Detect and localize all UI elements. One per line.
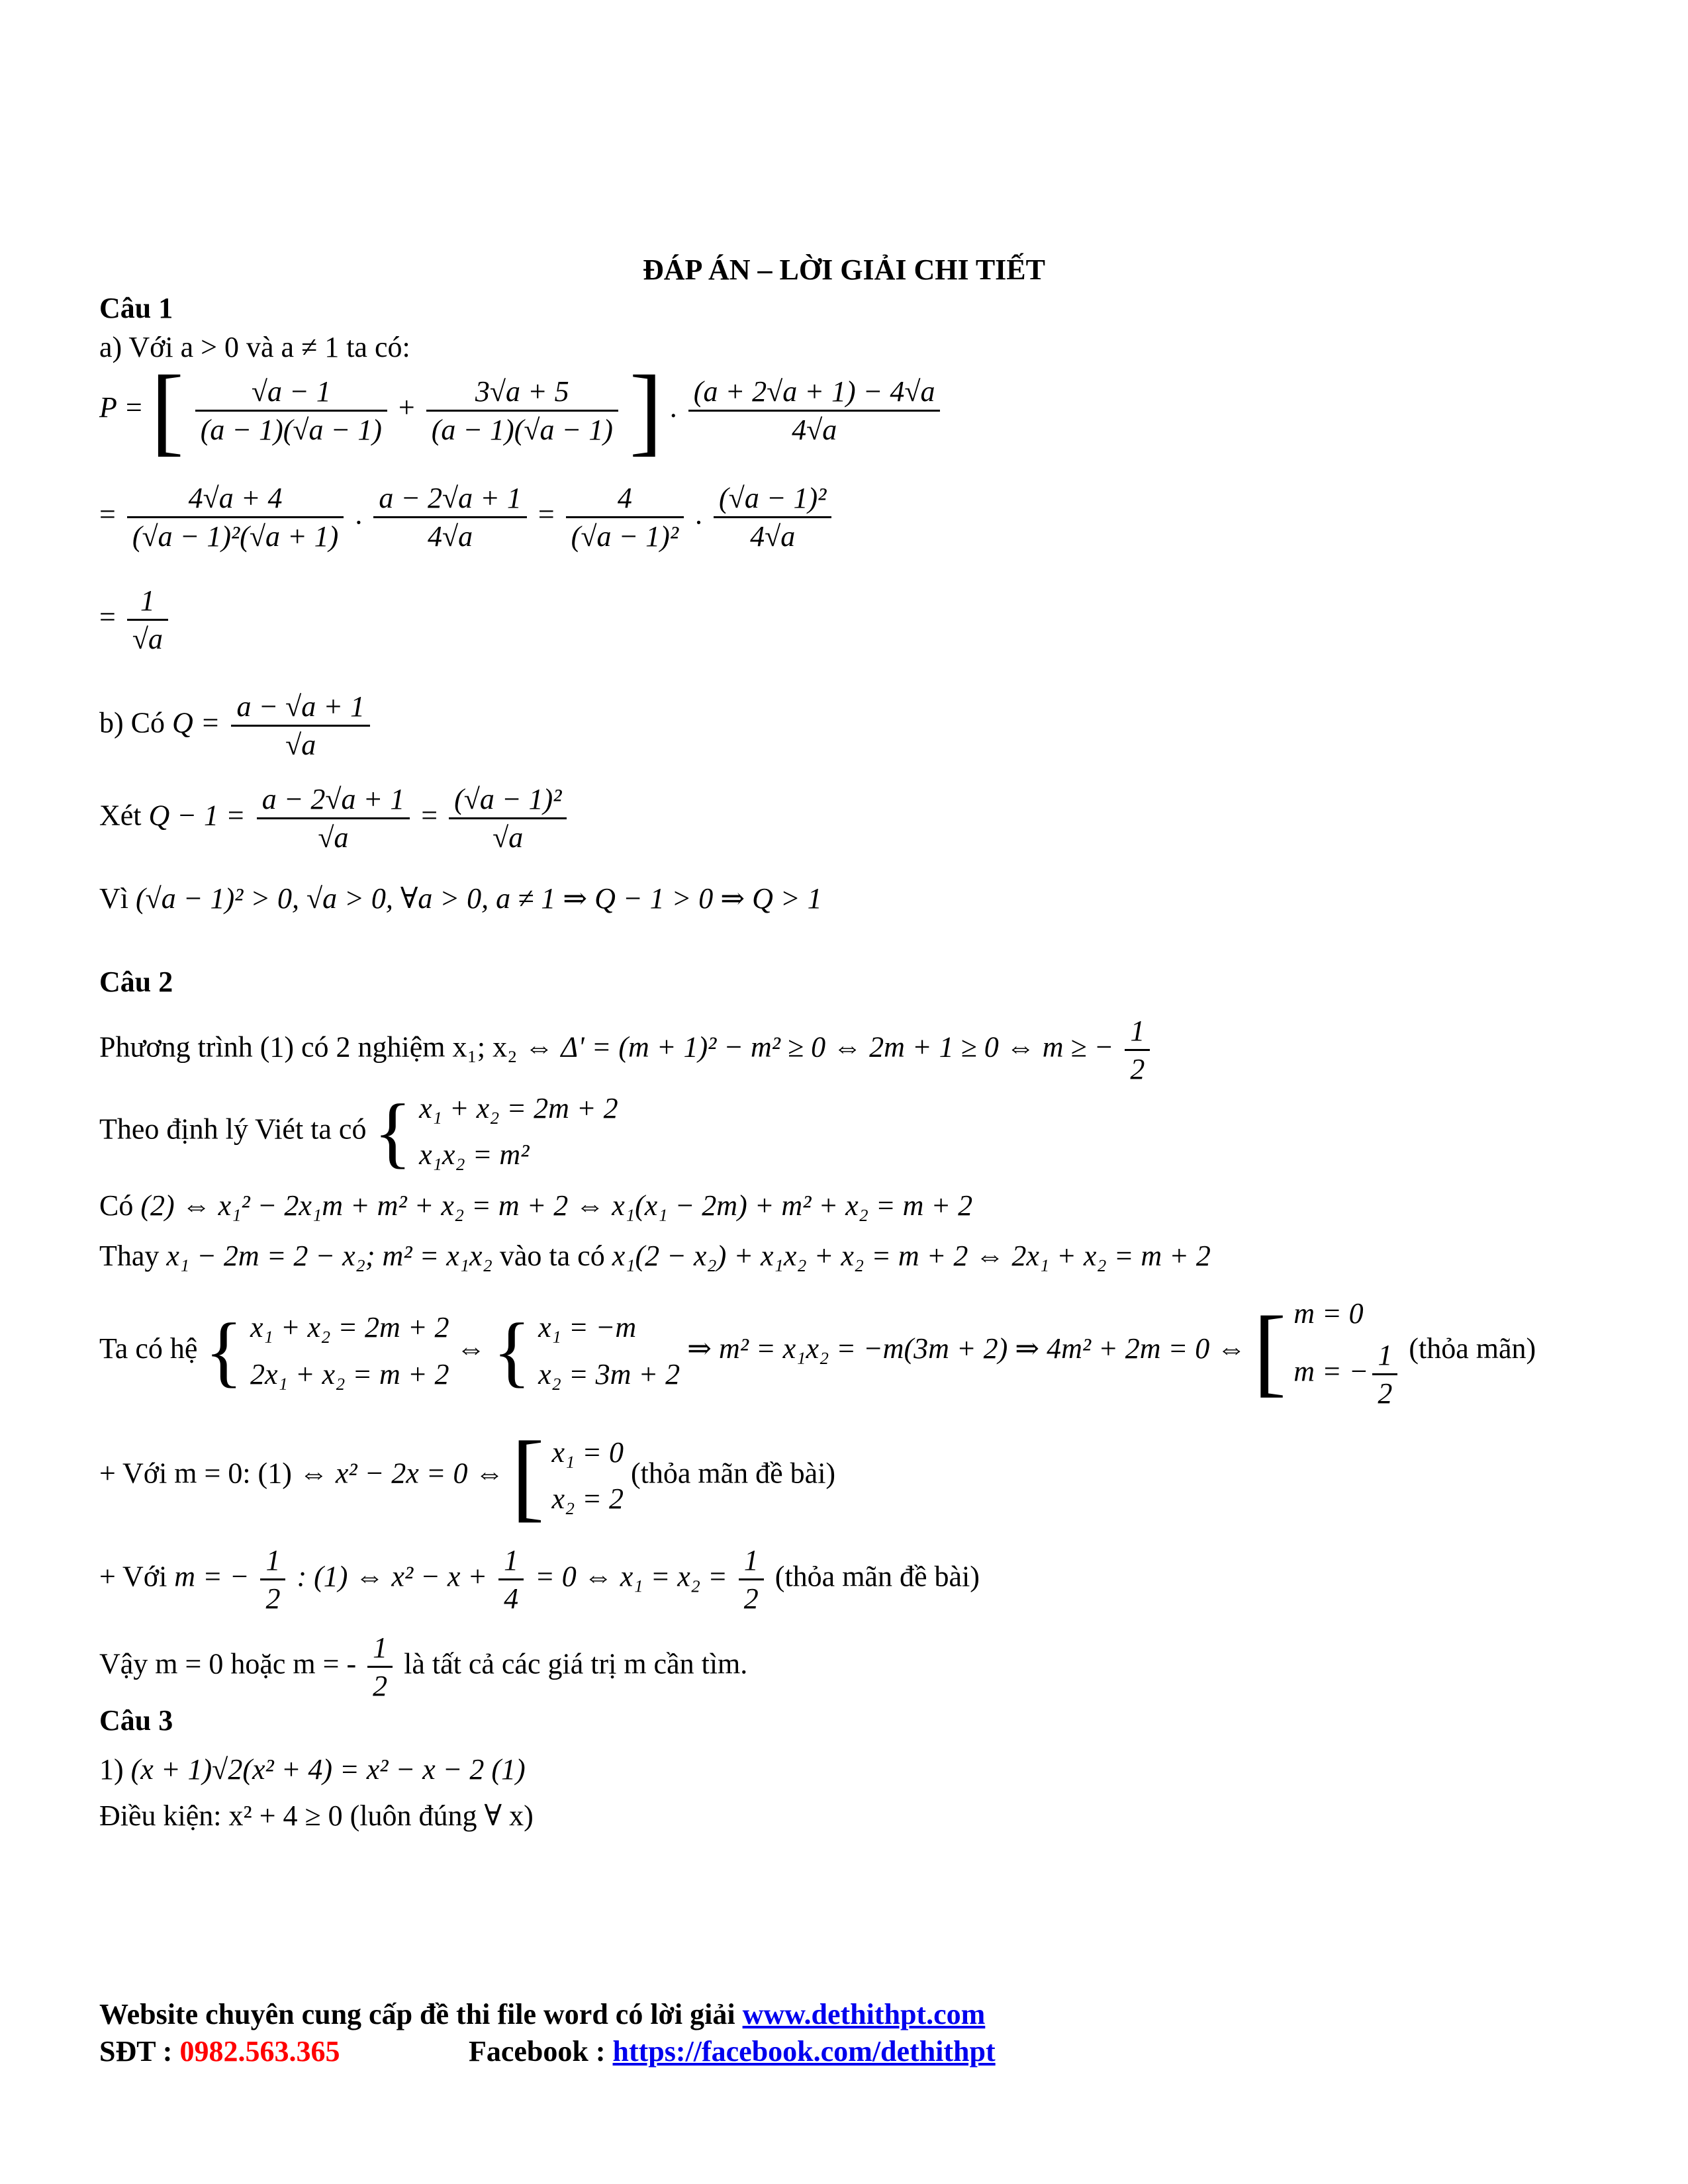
mh-den-3: 2: [743, 1582, 759, 1615]
cau2-he-line: [99, 1291, 1536, 1412]
viet-text: Theo định lý Viét ta có: [99, 1113, 367, 1146]
mh-frac-2: [498, 1542, 524, 1617]
cau2-m0-line: [99, 1421, 836, 1531]
cau2-vay-line: [99, 1629, 747, 1704]
he-row-2: 2x₁ + x₂ = m + 2: [250, 1357, 449, 1390]
mh-den-1: 2: [265, 1582, 281, 1615]
xet-frac-2-den: √a: [492, 821, 524, 854]
mh-note: (thỏa mãn đề bài): [774, 1560, 980, 1593]
P-frac-3: [688, 373, 941, 448]
m0-row-1: x₁ = 0: [551, 1436, 624, 1469]
Q-frac: [231, 688, 370, 763]
P-frac-2-den: (a − 1)(√a − 1): [431, 413, 613, 446]
he-sol-2-den: 2: [1378, 1377, 1393, 1410]
mh-den-2: 4: [504, 1582, 519, 1615]
vay-text-1: Vậy m = 0 hoặc m = -: [99, 1647, 357, 1680]
viet-row-1: x₁ + x₂ = 2m + 2: [419, 1092, 618, 1124]
m0-solutions: [551, 1430, 624, 1523]
cau1-a-intro: a) Với a > 0 và a ≠ 1 ta có:: [99, 331, 410, 363]
mh-expr-2: : (1) ⇔ x² − x +: [297, 1560, 488, 1593]
cau2-mh-line: [99, 1542, 980, 1617]
thay-text-2: vào ta có: [499, 1240, 605, 1272]
he-row-1: x₁ + x₂ = 2m + 2: [250, 1311, 449, 1344]
footer-line2: [99, 2037, 340, 2066]
cau2-l1-num: 1: [1125, 1013, 1150, 1051]
Q-frac-den: √a: [285, 729, 316, 761]
thay-expr-2: x₁(2 − x₂) + x₁x₂ + x₂ = m + 2 ⇔ 2x₁ + x₂ = m + 2: [612, 1240, 1211, 1272]
l2-frac-3-den: (√a − 1)²: [571, 520, 679, 553]
dot-operator: .: [695, 498, 703, 531]
he-text: Ta có hệ: [99, 1332, 198, 1365]
right-bracket: ]: [629, 355, 663, 465]
co2-text: Có: [99, 1189, 134, 1222]
sdt-label: SĐT :: [99, 2035, 173, 2068]
l2-frac-4-num: (√a − 1)²: [714, 480, 831, 518]
left-brace: {: [205, 1306, 244, 1395]
cau1-heading: Câu 1: [99, 292, 173, 324]
cau1-line2: [99, 480, 835, 555]
l2-frac-2-den: 4√a: [428, 520, 473, 553]
website-link[interactable]: www.dethithpt.com: [742, 1998, 986, 2030]
P-label: P =: [99, 391, 144, 424]
l2-frac-2: [373, 480, 527, 555]
equals-sign: =: [538, 498, 555, 531]
he-sol-2-frac: [1372, 1337, 1397, 1412]
b-intro: b) Có: [99, 706, 165, 739]
thay-expr-1: x₁ − 2m = 2 − x₂; m² = x₁x₂: [166, 1240, 492, 1272]
l2-frac-4: [714, 480, 831, 555]
xet-frac-1-den: √a: [318, 821, 349, 854]
cau1-xet-line: [99, 781, 571, 856]
plus-sign: +: [398, 391, 415, 424]
footer-facebook: [469, 2037, 996, 2066]
xet-frac-2: [449, 781, 567, 856]
l3-frac-den: √a: [132, 623, 163, 655]
cau2-thay-line: [99, 1242, 1211, 1271]
he2-row-2: x₂ = 3m + 2: [538, 1357, 680, 1390]
mh-num-2: 1: [498, 1542, 524, 1580]
m0-text: + Với m = 0: (1): [99, 1457, 292, 1490]
cau2-viet-line: [99, 1085, 618, 1179]
cau3-l1-pre: 1): [99, 1753, 124, 1786]
left-brace: {: [492, 1306, 532, 1395]
cau2-heading: Câu 2: [99, 966, 173, 998]
P-frac-1: [195, 373, 387, 448]
l2-frac-1-den: (√a − 1)²(√a + 1): [132, 520, 339, 553]
l3-frac: [127, 582, 168, 657]
xet-frac-1: [257, 781, 410, 856]
cau3-line2: Điều kiện: x² + 4 ≥ 0 (luôn đúng ∀ x): [99, 1799, 534, 1832]
he-sol-2-num: 1: [1372, 1337, 1397, 1375]
P-frac-2-num: 3√a + 5: [426, 373, 618, 412]
viet-row-2: x₁x₂ = m²: [419, 1138, 530, 1171]
cau1-vi-line: [99, 884, 822, 913]
mh-text: + Với: [99, 1560, 167, 1593]
he2-row-1: x₁ = −m: [538, 1311, 637, 1344]
vay-frac: [367, 1629, 393, 1704]
P-frac-2: [426, 373, 618, 448]
mh-expr-1: m = −: [174, 1560, 250, 1593]
footer-website-text: Website chuyên cung cấp đề thi file word có lời giải: [99, 1998, 735, 2030]
P-frac-1-den: (a − 1)(√a − 1): [200, 413, 382, 446]
cau2-l1-frac: [1125, 1013, 1150, 1087]
left-brace: {: [373, 1087, 412, 1176]
m0-row-2: x₂ = 2: [551, 1482, 624, 1516]
P-frac-3-num: (a + 2√a + 1) − 4√a: [688, 373, 941, 412]
equals-sign: =: [99, 600, 116, 633]
dot-operator: .: [669, 391, 677, 424]
co2-expr: (2) ⇔ x₁² − 2x₁m + m² + x₂ = m + 2 ⇔ x₁(x₁ − 2m) + m² + x₂ = m + 2: [140, 1189, 973, 1222]
mh-frac-3: [739, 1542, 764, 1617]
P-frac-1-num: √a − 1: [195, 373, 387, 412]
cau1-line3: [99, 582, 172, 657]
cau1-P-line: [99, 355, 944, 465]
cau2-l1-den: 2: [1130, 1053, 1145, 1085]
m0-note: (thỏa mãn đề bài): [630, 1457, 836, 1490]
he-sol-2-pre: m = −: [1293, 1355, 1369, 1388]
mh-expr-3: = 0 ⇔ x₁ = x₂ =: [535, 1560, 727, 1593]
cau2-l1-text: Phương trình (1) có 2 nghiệm x₁; x₂: [99, 1030, 518, 1064]
mh-num-1: 1: [260, 1542, 285, 1580]
page-title: ĐÁP ÁN – LỜI GIẢI CHI TIẾT: [643, 253, 1045, 286]
xet-frac-2-num: (√a − 1)²: [449, 781, 567, 819]
equals-sign: =: [421, 799, 438, 832]
equals-sign: =: [99, 498, 116, 531]
left-bracket: [: [511, 1421, 545, 1531]
l2-frac-1-num: 4√a + 4: [127, 480, 344, 518]
cau3-l1-expr: (x + 1)√2(x² + 4) = x² − x − 2 (1): [130, 1753, 526, 1786]
he-sol-1: m = 0: [1293, 1297, 1364, 1330]
he-system-1: [250, 1304, 449, 1398]
left-bracket: [: [1253, 1296, 1287, 1406]
vay-den: 2: [373, 1670, 388, 1702]
dot-operator: .: [355, 498, 363, 531]
left-bracket: [: [150, 355, 184, 465]
mh-num-3: 1: [739, 1542, 764, 1580]
he-solutions: [1293, 1291, 1401, 1412]
xet-frac-1-num: a − 2√a + 1: [257, 781, 410, 819]
vi-label: Vì: [99, 882, 128, 915]
mh-frac-1: [260, 1542, 285, 1617]
l2-frac-3-num: 4: [566, 480, 684, 518]
cau2-co2-line: [99, 1191, 972, 1220]
footer-line1: [99, 2000, 985, 2029]
vay-num: 1: [367, 1629, 393, 1668]
thay-text: Thay: [99, 1240, 160, 1272]
equiv-sign: ⇔: [456, 1332, 486, 1365]
facebook-label: Facebook :: [469, 2035, 606, 2068]
l2-frac-1: [127, 480, 344, 555]
xet-expr: Q − 1 =: [148, 799, 246, 832]
cau3-heading: Câu 3: [99, 1704, 173, 1737]
l3-frac-num: 1: [127, 582, 168, 621]
l2-frac-3: [566, 480, 684, 555]
vay-text-2: là tất cả các giá trị m cần tìm.: [404, 1647, 748, 1680]
he-note: (thỏa mãn): [1409, 1332, 1536, 1365]
xet-label: Xét: [99, 799, 142, 832]
viet-system: [419, 1085, 618, 1179]
m0-expr: ⇔ x² − 2x = 0 ⇔: [299, 1457, 504, 1490]
cau3-line1: [99, 1755, 526, 1784]
l2-frac-2-num: a − 2√a + 1: [373, 480, 527, 518]
Q-frac-num: a − √a + 1: [231, 688, 370, 727]
cau1-b-line: [99, 688, 374, 763]
cau2-l1-expr: ⇔ Δ' = (m + 1)² − m² ≥ 0 ⇔ 2m + 1 ≥ 0 ⇔ m ≥ −: [524, 1030, 1114, 1064]
Q-label: Q =: [172, 706, 220, 739]
cau2-line1: [99, 1013, 1154, 1087]
vi-expr: (√a − 1)² > 0, √a > 0, ∀a > 0, a ≠ 1 ⇒ Q − 1 > 0 ⇒ Q > 1: [136, 882, 822, 915]
P-frac-3-den: 4√a: [792, 413, 837, 446]
he-system-2: [538, 1304, 680, 1398]
sdt-value: 0982.563.365: [179, 2035, 340, 2068]
l2-frac-4-den: 4√a: [750, 520, 796, 553]
he-expr: ⇒ m² = x₁x₂ = −m(3m + 2) ⇒ 4m² + 2m = 0 ⇔: [687, 1332, 1246, 1365]
facebook-link[interactable]: https://facebook.com/dethithpt: [612, 2035, 996, 2068]
